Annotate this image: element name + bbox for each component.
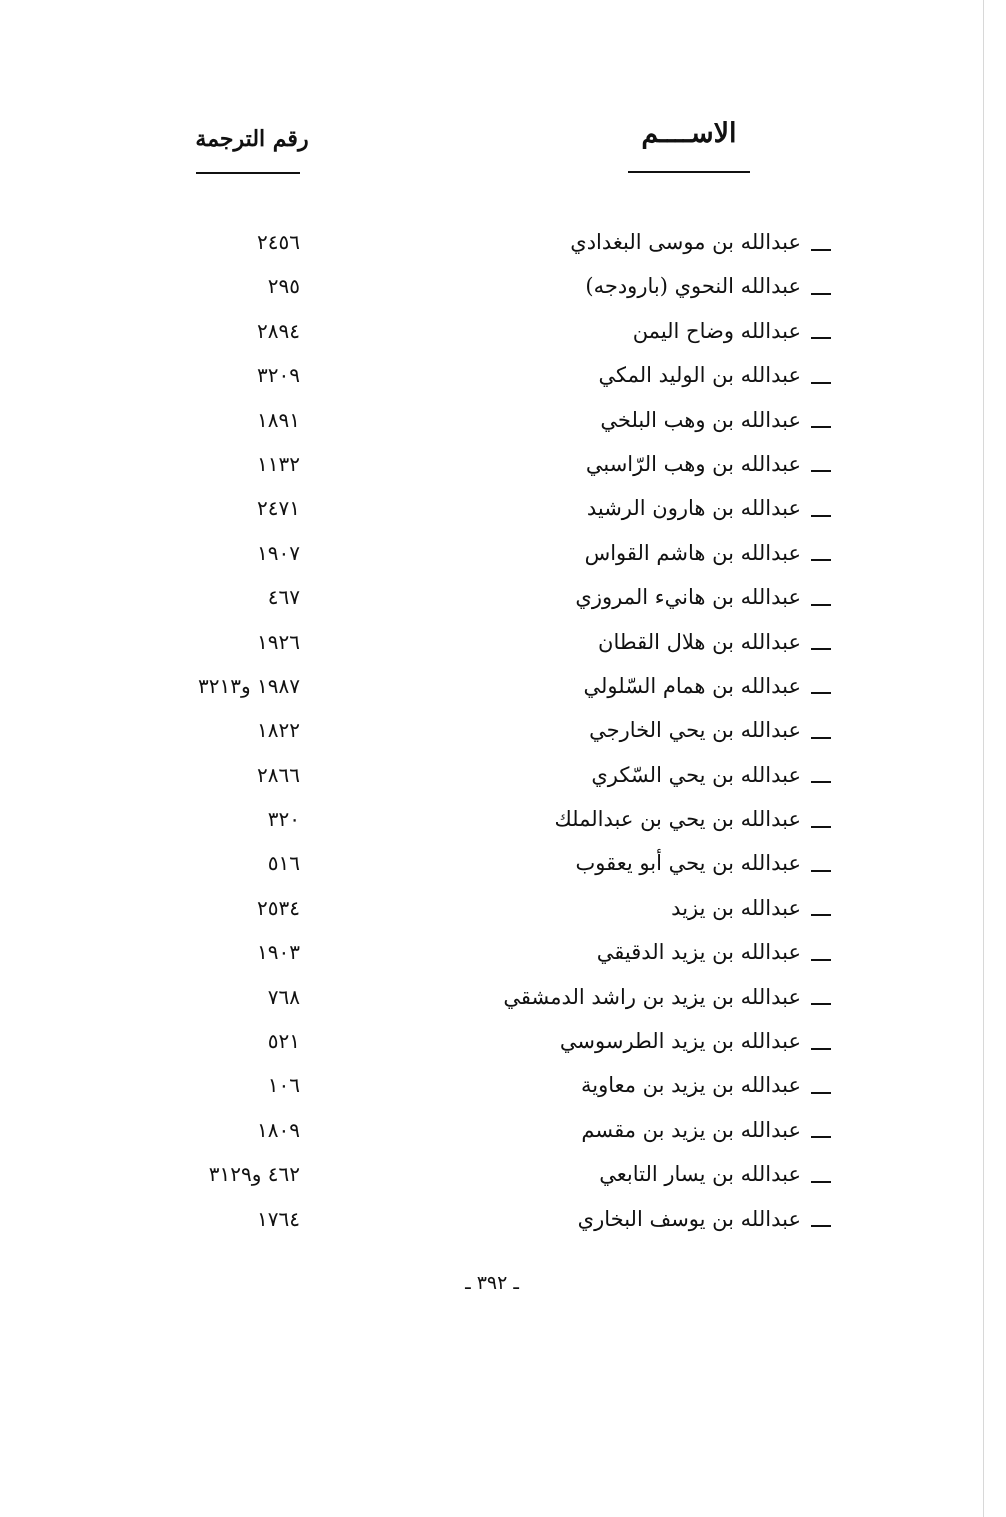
dash-mark [811,648,831,650]
entry-name: عبدالله بن يحي أبو يعقوب [575,851,801,876]
dash-mark [811,692,831,694]
entry-name: عبدالله بن يزيد بن مقسم [581,1117,801,1142]
entry-number: ٢٤٧١ [257,496,300,521]
dash-mark [811,559,831,561]
list-item [0,930,1006,974]
entry-name: عبدالله بن هارون الرشيد [586,496,801,521]
entry-name: عبدالله بن يزيد الطرسوسي [559,1029,801,1054]
entry-number: ١٨٢٢ [257,718,300,743]
dash-mark [811,781,831,783]
list-item [0,531,1006,575]
entry-number: ٢٤٥٦ [257,230,300,254]
list-item [0,264,1006,308]
list-item [0,1108,1006,1152]
entry-number: ١٧٦٤ [257,1206,300,1231]
list-item [0,398,1006,442]
name-column-underline [628,171,750,173]
entry-name: عبدالله بن موسى البغدادي [570,230,801,254]
list-item [0,664,1006,708]
list-item [0,708,1006,752]
list-item [0,1019,1006,1063]
entry-number: ١٨٩١ [257,407,300,432]
entry-name: عبدالله بن وهب الرّاسبي [585,451,801,476]
entry-name: عبدالله بن يزيد الدقيقي [596,940,801,965]
dash-mark [811,959,831,961]
page-number: ـ ٣٩٢ ـ [465,1272,519,1294]
entry-number: ٣٢٠٩ [257,363,300,388]
entry-number: ١١٣٢ [257,451,300,476]
dash-mark [811,293,831,295]
entry-name: عبدالله بن يحي السّكري [591,762,801,787]
list-item [0,797,1006,841]
list-item [0,975,1006,1019]
dash-mark [811,382,831,384]
entry-name: عبدالله وضاح اليمن [632,318,801,343]
entry-number: ٥١٦ [267,851,300,876]
entry-number: ٤٦٧ [267,585,300,610]
list-item [0,1152,1006,1196]
dash-mark [811,337,831,339]
entry-number: ٢٨٦٦ [257,762,300,787]
dash-mark [811,426,831,428]
dash-mark [811,914,831,916]
entry-name: عبدالله بن يحي بن عبدالملك [554,807,801,832]
dash-mark [811,515,831,517]
entry-name: عبدالله بن هاشم القواس [584,540,801,565]
entry-number: ٧٦٨ [267,984,300,1009]
entry-number: ١٩٠٧ [257,540,300,565]
entry-name: عبدالله النحوي (بارودجه) [585,274,801,299]
entry-number: ٢٨٩٤ [257,318,300,343]
dash-mark [811,1181,831,1183]
entry-name: عبدالله بن الوليد المكي [598,363,801,388]
list-item [0,442,1006,486]
list-item [0,841,1006,885]
entry-number: ٣٢٠ [267,807,300,832]
entry-number: ٤٦٢ و٣١٢٩ [208,1162,300,1187]
list-item [0,575,1006,619]
entry-name: عبدالله بن يزيد [671,895,801,920]
list-item [0,486,1006,530]
dash-mark [811,1003,831,1005]
entry-name: عبدالله بن يزيد بن راشد الدمشقي [503,984,801,1009]
entry-number: ١٠٦ [267,1073,300,1098]
list-item [0,353,1006,397]
list-item [0,620,1006,664]
dash-mark [811,826,831,828]
number-column-underline [196,172,300,174]
dash-mark [811,737,831,739]
list-item [0,220,1006,264]
entry-name: عبدالله بن يزيد بن معاوية [580,1073,801,1098]
entry-name: عبدالله بن هلال القطان [598,629,801,654]
dash-mark [811,1136,831,1138]
number-column-header: رقم الترجمة [195,126,309,152]
entry-name: عبدالله بن وهب البلخي [600,407,801,432]
entry-name: عبدالله بن همام السّلولي [583,673,801,698]
entry-number: ٥٢١ [267,1029,300,1054]
entry-list [0,220,1006,1241]
entry-name: عبدالله بن يحي الخارجي [589,718,801,743]
entry-number: ٢٥٣٤ [257,895,300,920]
entry-number: ١٩٨٧ و٣٢١٣ [198,673,300,698]
dash-mark [811,604,831,606]
entry-number: ٢٩٥ [267,274,300,299]
dash-mark [811,249,831,251]
list-item [0,753,1006,797]
list-item [0,1197,1006,1241]
list-item [0,309,1006,353]
dash-mark [811,1225,831,1227]
list-item [0,1063,1006,1107]
entry-name: عبدالله بن يوسف البخاري [577,1206,801,1231]
entry-number: ١٩٢٦ [257,629,300,654]
entry-name: عبدالله بن يسار التابعي [599,1162,801,1187]
dash-mark [811,1048,831,1050]
dash-mark [811,1092,831,1094]
list-item [0,886,1006,930]
entry-name: عبدالله بن هانيء المروزي [575,585,801,610]
entry-number: ١٨٠٩ [257,1117,300,1142]
name-column-header: الاســــم [641,118,737,149]
dash-mark [811,470,831,472]
dash-mark [811,870,831,872]
entry-number: ١٩٠٣ [257,940,300,965]
